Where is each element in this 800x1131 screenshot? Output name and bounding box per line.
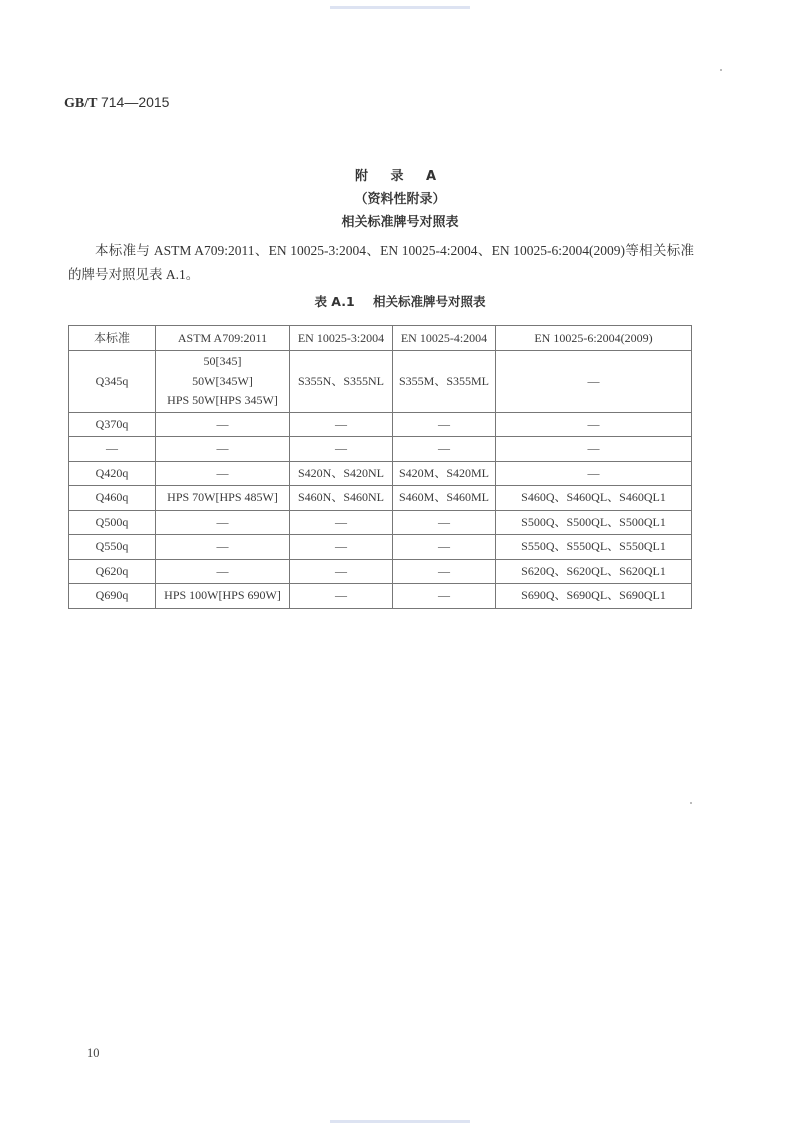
scan-mark [720, 69, 722, 71]
cell-en6: — [496, 437, 692, 462]
table-row [69, 510, 692, 535]
standard-number: 714—2015 [100, 94, 170, 110]
table-row [69, 559, 692, 584]
cell-en4: — [393, 412, 496, 437]
cell-astm: — [156, 437, 290, 462]
standard-prefix: GB/T [64, 96, 98, 111]
cell-grade: — [69, 437, 156, 462]
cell-astm: — [156, 461, 290, 486]
cell-astm: — [156, 510, 290, 535]
table-row [69, 412, 692, 437]
header-en-10025-3: EN 10025-3:2004 [290, 326, 393, 351]
header-this-standard: 本标准 [69, 326, 156, 351]
header-en-10025-4: EN 10025-4:2004 [393, 326, 496, 351]
table-row [69, 351, 692, 413]
table-caption [0, 292, 800, 310]
table-caption-number: 表 A.1 [314, 294, 355, 309]
cell-en6: S500Q、S500QL、S500QL1 [496, 510, 692, 535]
table-row [69, 584, 692, 609]
intro-paragraph: 本标准与 ASTM A709:2011、EN 10025-3:2004、EN 10025-4:2004、EN 10025-6:2004(2009)等相关标准的牌号对照见表 A.1。 [68, 243, 694, 282]
cell-en6: S460Q、S460QL、S460QL1 [496, 486, 692, 511]
cell-en3: — [290, 584, 393, 609]
appendix-name: 相关标准牌号对照表 [341, 215, 459, 230]
page-number: 10 [87, 1046, 100, 1060]
cell-astm: HPS 100W[HPS 690W] [156, 584, 290, 609]
cell-grade: Q345q [69, 351, 156, 413]
cell-en4: S420M、S420ML [393, 461, 496, 486]
table-row [69, 535, 692, 560]
table-row [69, 486, 692, 511]
cell-en3: — [290, 510, 393, 535]
scan-mark [690, 802, 692, 804]
cell-grade: Q620q [69, 559, 156, 584]
cell-grade: Q460q [69, 486, 156, 511]
grade-comparison-table [68, 325, 692, 609]
cell-en4: S460M、S460ML [393, 486, 496, 511]
cell-en3: — [290, 535, 393, 560]
cell-en4: — [393, 437, 496, 462]
cell-en3: S420N、S420NL [290, 461, 393, 486]
appendix-subtitle: （资料性附录） [354, 192, 446, 207]
cell-astm: — [156, 559, 290, 584]
cell-en3: — [290, 412, 393, 437]
header-astm: ASTM A709:2011 [156, 326, 290, 351]
cell-en4: S355M、S355ML [393, 351, 496, 413]
table-row [69, 437, 692, 462]
table-header-row [69, 326, 692, 351]
watermark-top [0, 6, 800, 10]
cell-en4: — [393, 510, 496, 535]
astm-line: HPS 50W[HPS 345W] [167, 393, 278, 407]
cell-grade: Q690q [69, 584, 156, 609]
cell-en6: — [496, 461, 692, 486]
cell-grade: Q370q [69, 412, 156, 437]
cell-en4: — [393, 559, 496, 584]
cell-grade: Q550q [69, 535, 156, 560]
cell-grade: Q420q [69, 461, 156, 486]
cell-en6: — [496, 412, 692, 437]
cell-en6: — [496, 351, 692, 413]
header-en-10025-6: EN 10025-6:2004(2009) [496, 326, 692, 351]
appendix-title: 附 录 A [354, 169, 446, 184]
watermark-bottom [0, 1120, 800, 1124]
cell-astm: — [156, 535, 290, 560]
cell-en6: S550Q、S550QL、S550QL1 [496, 535, 692, 560]
cell-en6: S620Q、S620QL、S620QL1 [496, 559, 692, 584]
cell-en6: S690Q、S690QL、S690QL1 [496, 584, 692, 609]
cell-en4: — [393, 584, 496, 609]
cell-en4: — [393, 535, 496, 560]
cell-en3: — [290, 559, 393, 584]
astm-line: 50[345] [203, 354, 242, 368]
cell-astm: HPS 70W[HPS 485W] [156, 486, 290, 511]
astm-line: 50W[345W] [192, 373, 253, 388]
cell-astm: — [156, 412, 290, 437]
standard-code [64, 94, 169, 112]
cell-en3: S460N、S460NL [290, 486, 393, 511]
cell-grade: Q500q [69, 510, 156, 535]
cell-astm [156, 351, 290, 413]
cell-en3: — [290, 437, 393, 462]
table-caption-title: 相关标准牌号对照表 [373, 294, 486, 309]
cell-en3: S355N、S355NL [290, 351, 393, 413]
table-row [69, 461, 692, 486]
